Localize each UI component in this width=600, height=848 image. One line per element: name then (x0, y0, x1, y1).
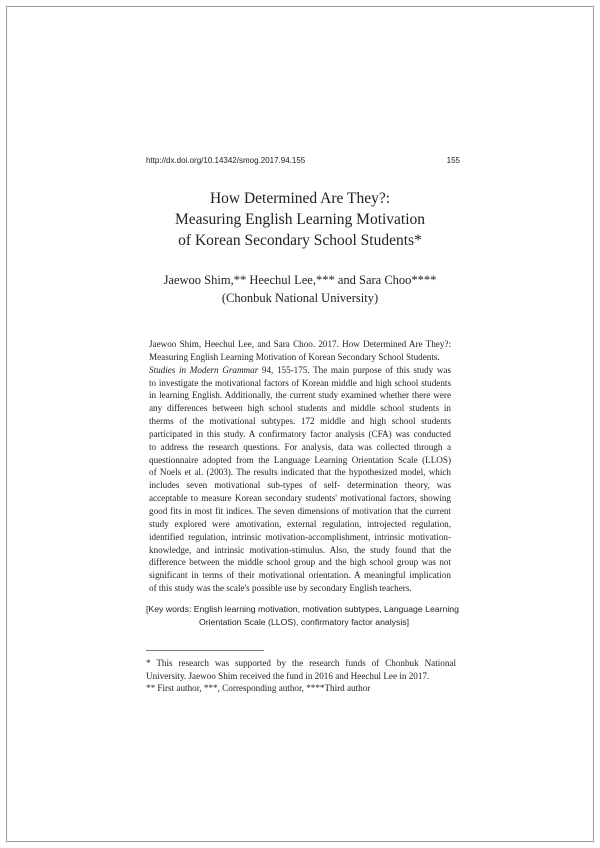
abstract-line: of Noels et al. (2003). The results indicated that the hypothesized model, which (149, 467, 451, 478)
abstract-line: good fits in most fit indices. The seven dimensions of motivation that the current (149, 505, 451, 516)
keywords-line-2: Orientation Scale (LLOS), confirmatory factor analysis] (199, 617, 410, 627)
abstract-line: includes seven motivational sub-types of self- determination theory, was (149, 480, 451, 491)
abstract-line: therms of the motivational subtypes. 172 middle and high school students (149, 416, 451, 427)
abstract-line: acceptable to measure Korean secondary students' motivational factors, showing (149, 493, 451, 504)
keywords-line-1: [Key words: English learning motivation, motivation subtypes, Language Learning (146, 604, 459, 614)
abstract-line: any differences between high school students and middle school students in (149, 403, 451, 414)
abstract-line: to address the research questions. For analysis, data was collected through a (149, 441, 451, 452)
journal-name: Studies in Modern Grammar (149, 364, 259, 375)
footnotes (146, 657, 456, 695)
author-list: Jaewoo Shim,** Heechul Lee,*** and Sara Choo**** (163, 273, 437, 287)
abstract-line: identified regulation, intrinsic motivation-accomplishment, intrinsic motivation- (149, 531, 451, 542)
page-number: 155 (446, 156, 460, 165)
abstract-line: in learning English. Additionally, the current study examined whether there were (149, 390, 451, 401)
abstract-line: questionnaire adopted from the Language Learning Orientation Scale (LLOS) (149, 454, 451, 465)
title-line-1: How Determined Are They?: (209, 190, 391, 207)
abstract (149, 338, 451, 595)
footnote-rule (146, 650, 264, 651)
abstract-line: study explored were amotivation, external regulation, introjected regulation, (149, 518, 451, 529)
abstract-line: participated in this study. A confirmatory factor analysis (CFA) was conducted (149, 428, 451, 439)
title-line-2: Measuring English Learning Motivation (174, 211, 426, 228)
doi-link[interactable]: http://dx.doi.org/10.14342/smog.2017.94.155 (146, 156, 306, 165)
footnote-line: University. Jaewoo Shim received the fund in 2016 and Heechul Lee in 2017. (146, 670, 430, 681)
affiliation: (Chonbuk National University) (221, 291, 379, 305)
abstract-line: knowledge, and intrinsic motivation-stimulus. Also, the study found that the (149, 544, 451, 555)
abstract-line: Studies in Modern Grammar 94, 155-175. The main purpose of this study was (149, 364, 451, 375)
abstract-line: difference between the middle school group and the high school group was not (149, 557, 451, 568)
abstract-line: Measuring English Learning Motivation of Korean Secondary School Students. (149, 351, 440, 362)
abstract-line: Jaewoo Shim, Heechul Lee, and Sara Choo. 2017. How Determined Are They?: (149, 339, 451, 349)
abstract-line: significant in terms of their motivational orientation. A meaningful implication (149, 570, 451, 581)
abstract-line: of this study was the scale's possible use by secondary English teachers. (149, 583, 412, 594)
footnote-line: * This research was supported by the research funds of Chonbuk National (146, 658, 456, 668)
title-line-3: of Korean Secondary School Students* (178, 232, 422, 249)
abstract-line: to investigate the motivational factors of Korean middle and high school students (149, 377, 451, 388)
footnote-line: ** First author, ***, Corresponding author, ****Third author (146, 683, 371, 694)
